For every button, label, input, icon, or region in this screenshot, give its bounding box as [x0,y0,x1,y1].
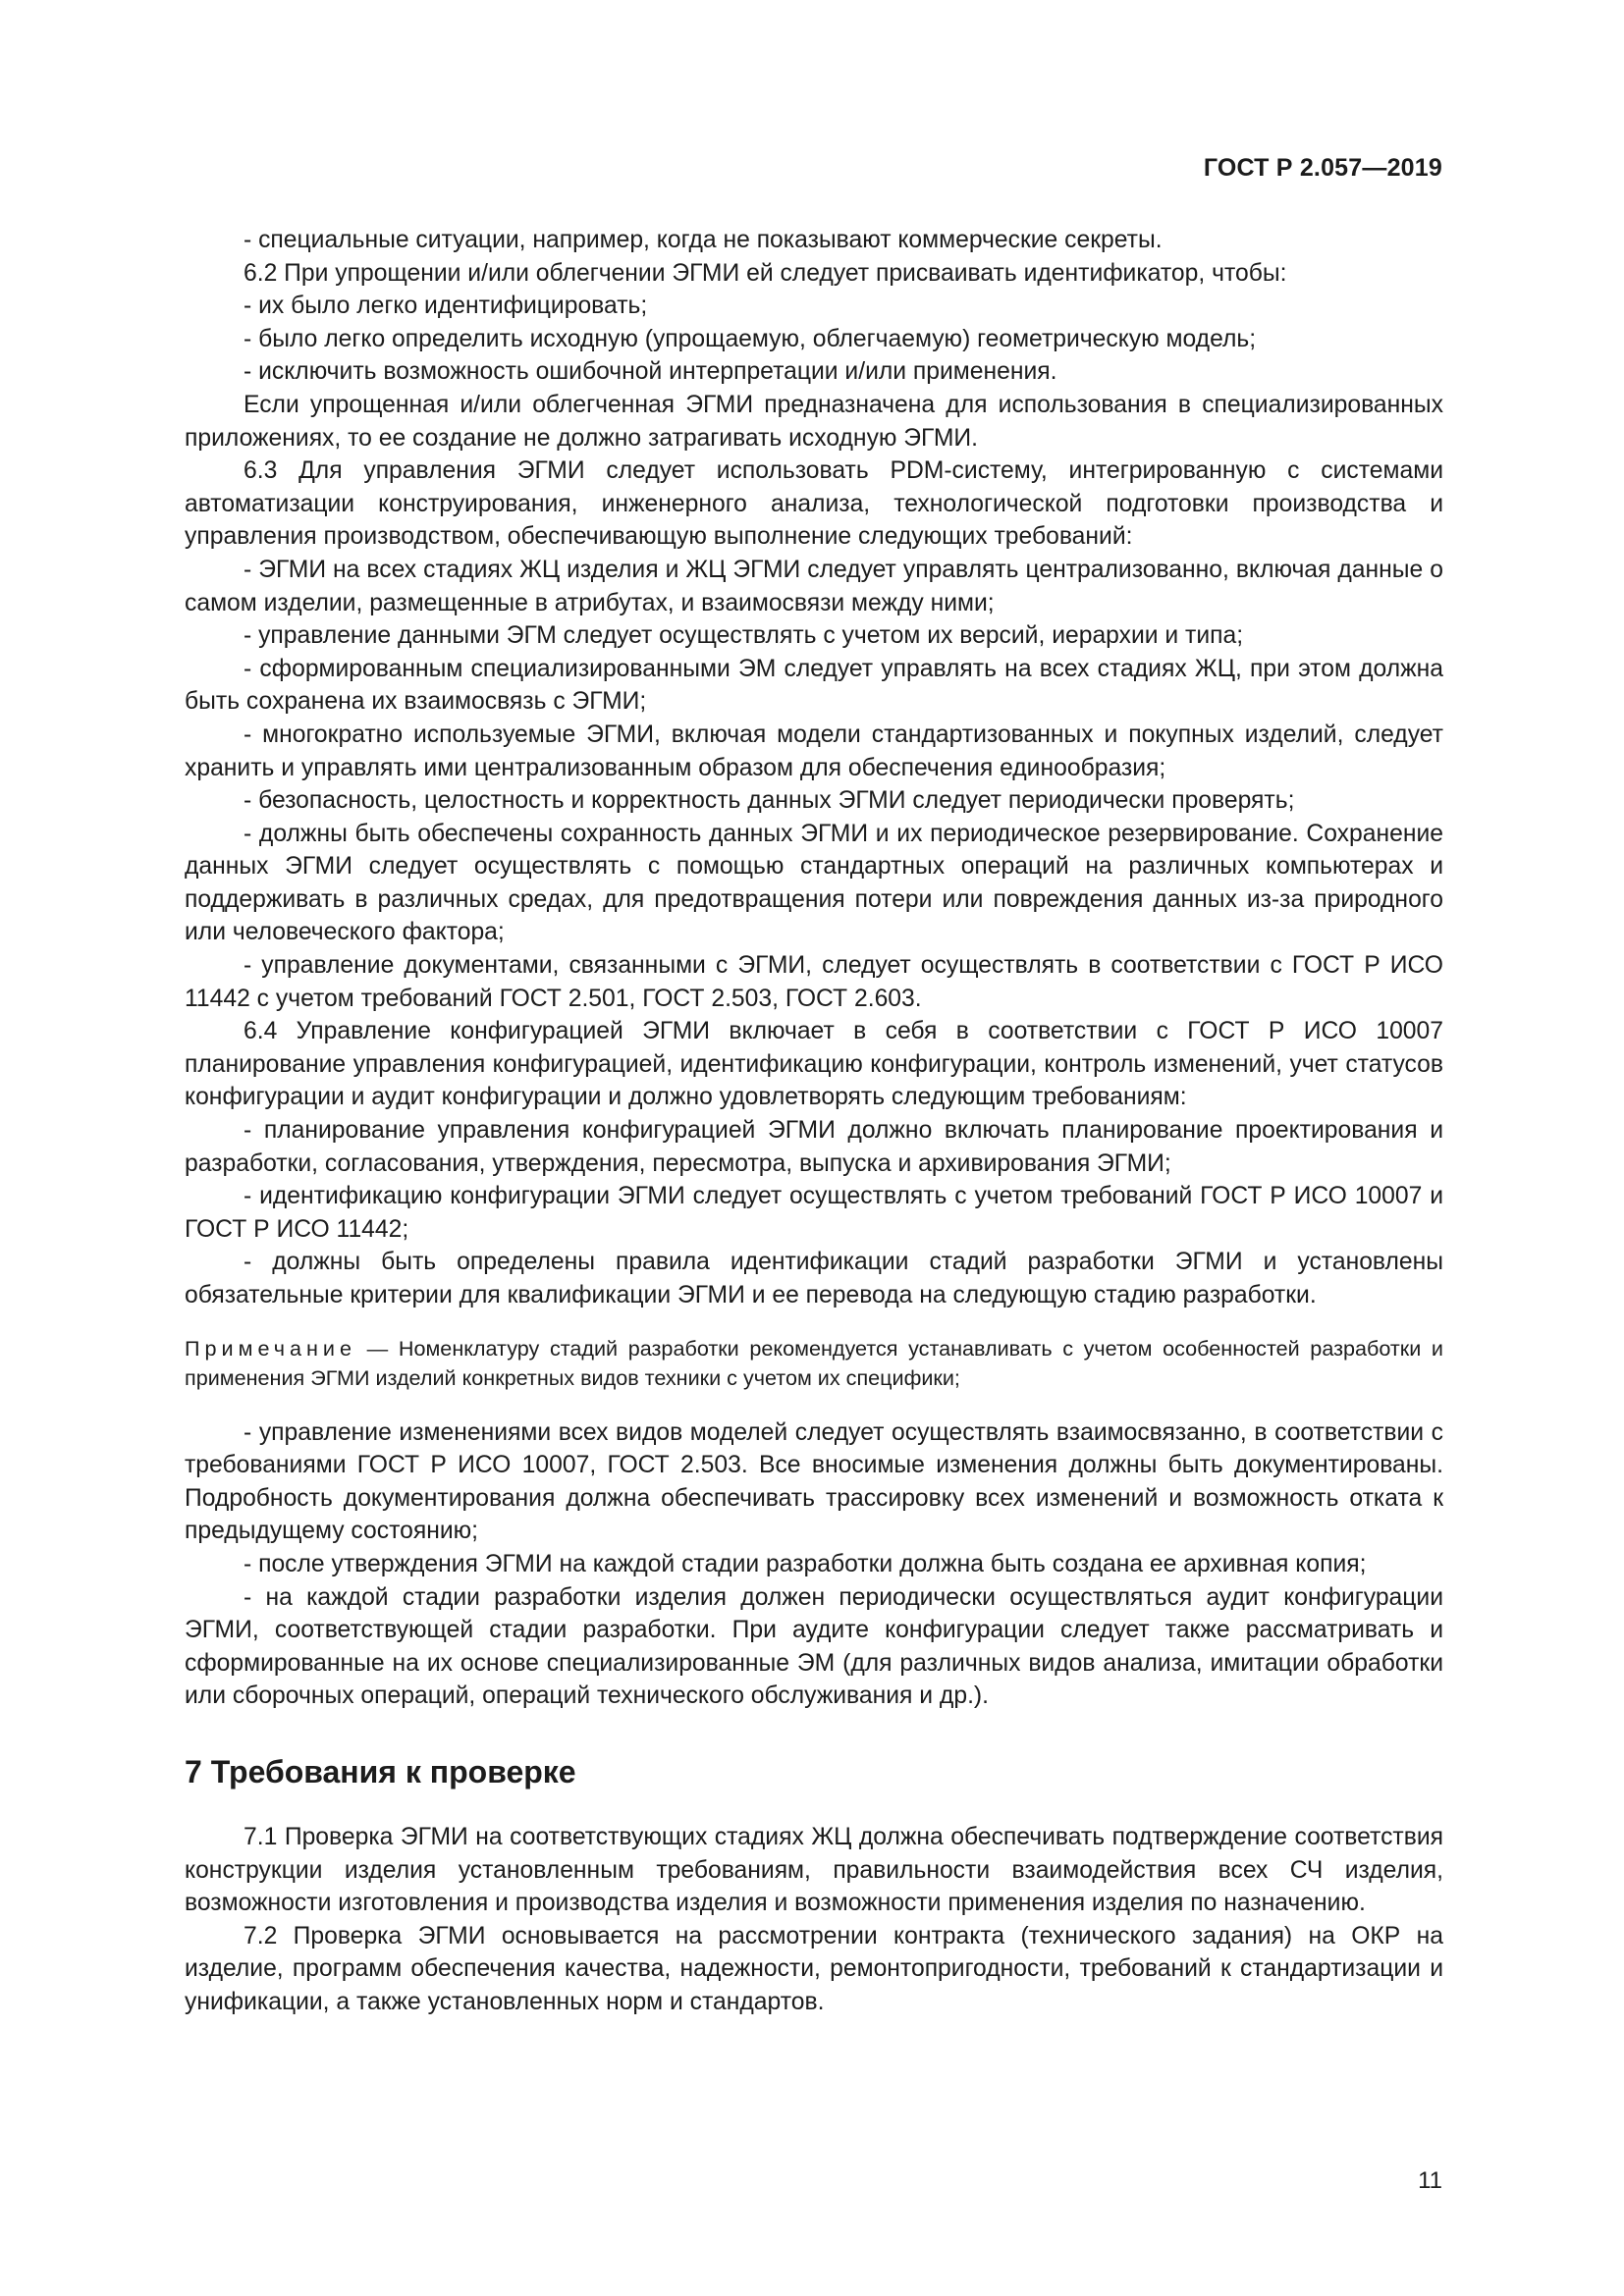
list-item: - после утверждения ЭГМИ на каждой стадии разработки должна быть создана ее архивная копия; [244,1550,1367,1577]
list-item: - управление изменениями всех видов моделей следует осуществлять взаимосвязанно, в соответствии с требованиями ГОСТ Р ИСО 10007, ГОСТ 2.503. Все вносимые изменения должны быть документированы. Подробность документирования должна обеспечивать трассировку всех изменений и возможность отката к предыдущему состоянию; [185,1418,1443,1545]
list-item: - управление данными ЭГМ следует осуществлять с учетом их версий, иерархии и типа; [244,622,1244,650]
list-item: - на каждой стадии разработки изделия должен периодически осуществляться аудит конфигурации ЭГМИ, соответствующей стадии разработки. При аудите конфигурации следует также рассматривать и сформированные на их основе специализированные ЭМ (для различных видов анализа, имитации обработки или сборочных операций, операций технического обслуживания и др.). [185,1583,1443,1710]
clause-7-2: 7.2 Проверка ЭГМИ основывается на рассмотрении контракта (технического задания) на ОКР на изделие, программ обеспечения качества, надежности, ремонтопригодности, требований к стандартизации и унификации, а также установленных норм и стандартов. [185,1922,1443,2015]
list-item: - управление документами, связанными с ЭГМИ, следует осуществлять в соответствии с ГОСТ Р ИСО 11442 с учетом требований ГОСТ 2.501, ГОСТ 2.503, ГОСТ 2.603. [185,952,1443,1012]
note-text: — Номенклатуру стадий разработки рекомендуется устанавливать с учетом особенностей разработки и применения ЭГМИ изделий конкретных видов техники с учетом их специфики; [185,1335,1443,1390]
list-item: - исключить возможность ошибочной интерпретации и/или применения. [244,358,1057,386]
note [185,1334,1443,1393]
note-label: Примечание [185,1335,356,1361]
clause-6-3: 6.3 Для управления ЭГМИ следует использовать PDM-систему, интегрированную с системами автоматизации конструирования, инженерного анализа, технологической подготовки производства и управления производством, обеспечивающую выполнение следующих требований: [185,457,1443,551]
list-item: - планирование управления конфигурацией ЭГМИ должно включать планирование проектирования и разработки, согласования, утверждения, пересмотра, выпуска и архивирования ЭГМИ; [185,1117,1443,1177]
document-body [185,224,1443,2019]
document-id-header: ГОСТ Р 2.057—2019 [1203,154,1442,182]
clause-6-4: 6.4 Управление конфигурацией ЭГМИ включает в себя в соответствии с ГОСТ Р ИСО 10007 планирование управления конфигурацией, идентификацию конфигурации, контроль изменений, учет статусов конфигурации и аудит конфигурации и должно удовлетворять следующим требованиям: [185,1018,1443,1111]
clause-7-1: 7.1 Проверка ЭГМИ на соответствующих стадиях ЖЦ должна обеспечивать подтверждение соответствия конструкции изделия установленным требованиям, правильности взаимодействия всех СЧ изделия, возможности изготовления и производства изделия и возможности применения изделия по назначению. [185,1823,1443,1917]
list-item: - безопасность, целостность и корректность данных ЭГМИ следует периодически проверять; [244,787,1295,815]
list-item: - должны быть определены правила идентификации стадий разработки ЭГМИ и установлены обязательные критерии для квалификации ЭГМИ и ее перевода на следующую стадию разработки. [185,1249,1443,1308]
list-item: - их было легко идентифицировать; [244,293,648,320]
list-item: - ЭГМИ на всех стадиях ЖЦ изделия и ЖЦ ЭГМИ следует управлять централизованно, включая данные о самом изделии, размещенные в атрибутах, и взаимосвязи между ними; [185,556,1443,616]
list-item: - было легко определить исходную (упрощаемую, облегчаемую) геометрическую модель; [244,325,1257,352]
list-item: - многократно используемые ЭГМИ, включая модели стандартизованных и покупных изделий, следует хранить и управлять ими централизованным образом для обеспечения единообразия; [185,721,1443,781]
list-item: - должны быть обеспечены сохранность данных ЭГМИ и их периодическое резервирование. Сохранение данных ЭГМИ следует осуществлять с помощью стандартных операций на различных компьютерах и поддерживать в различных средах, для предотвращения потери или повреждения данных из-за природного или человеческого фактора; [185,820,1443,946]
list-item-special-situations: - специальные ситуации, например, когда не показывают коммерческие секреты. [244,227,1163,253]
list-item: - идентификацию конфигурации ЭГМИ следует осуществлять с учетом требований ГОСТ Р ИСО 10007 и ГОСТ Р ИСО 11442; [185,1183,1443,1243]
paragraph-simplified-egmi: Если упрощенная и/или облегченная ЭГМИ предназначена для использования в специализированных приложениях, то ее создание не должно затрагивать исходную ЭГМИ. [185,391,1443,452]
list-item: - сформированным специализированными ЭМ следует управлять на всех стадиях ЖЦ, при этом должна быть сохранена их взаимосвязь с ЭГМИ; [185,655,1443,716]
clause-6-2: 6.2 При упрощении и/или облегчении ЭГМИ ей следует присваивать идентификатор, чтобы: [244,259,1287,287]
page-number: 11 [1418,2167,1442,2194]
section-7-heading: 7 Требования к проверке [185,1753,576,1789]
